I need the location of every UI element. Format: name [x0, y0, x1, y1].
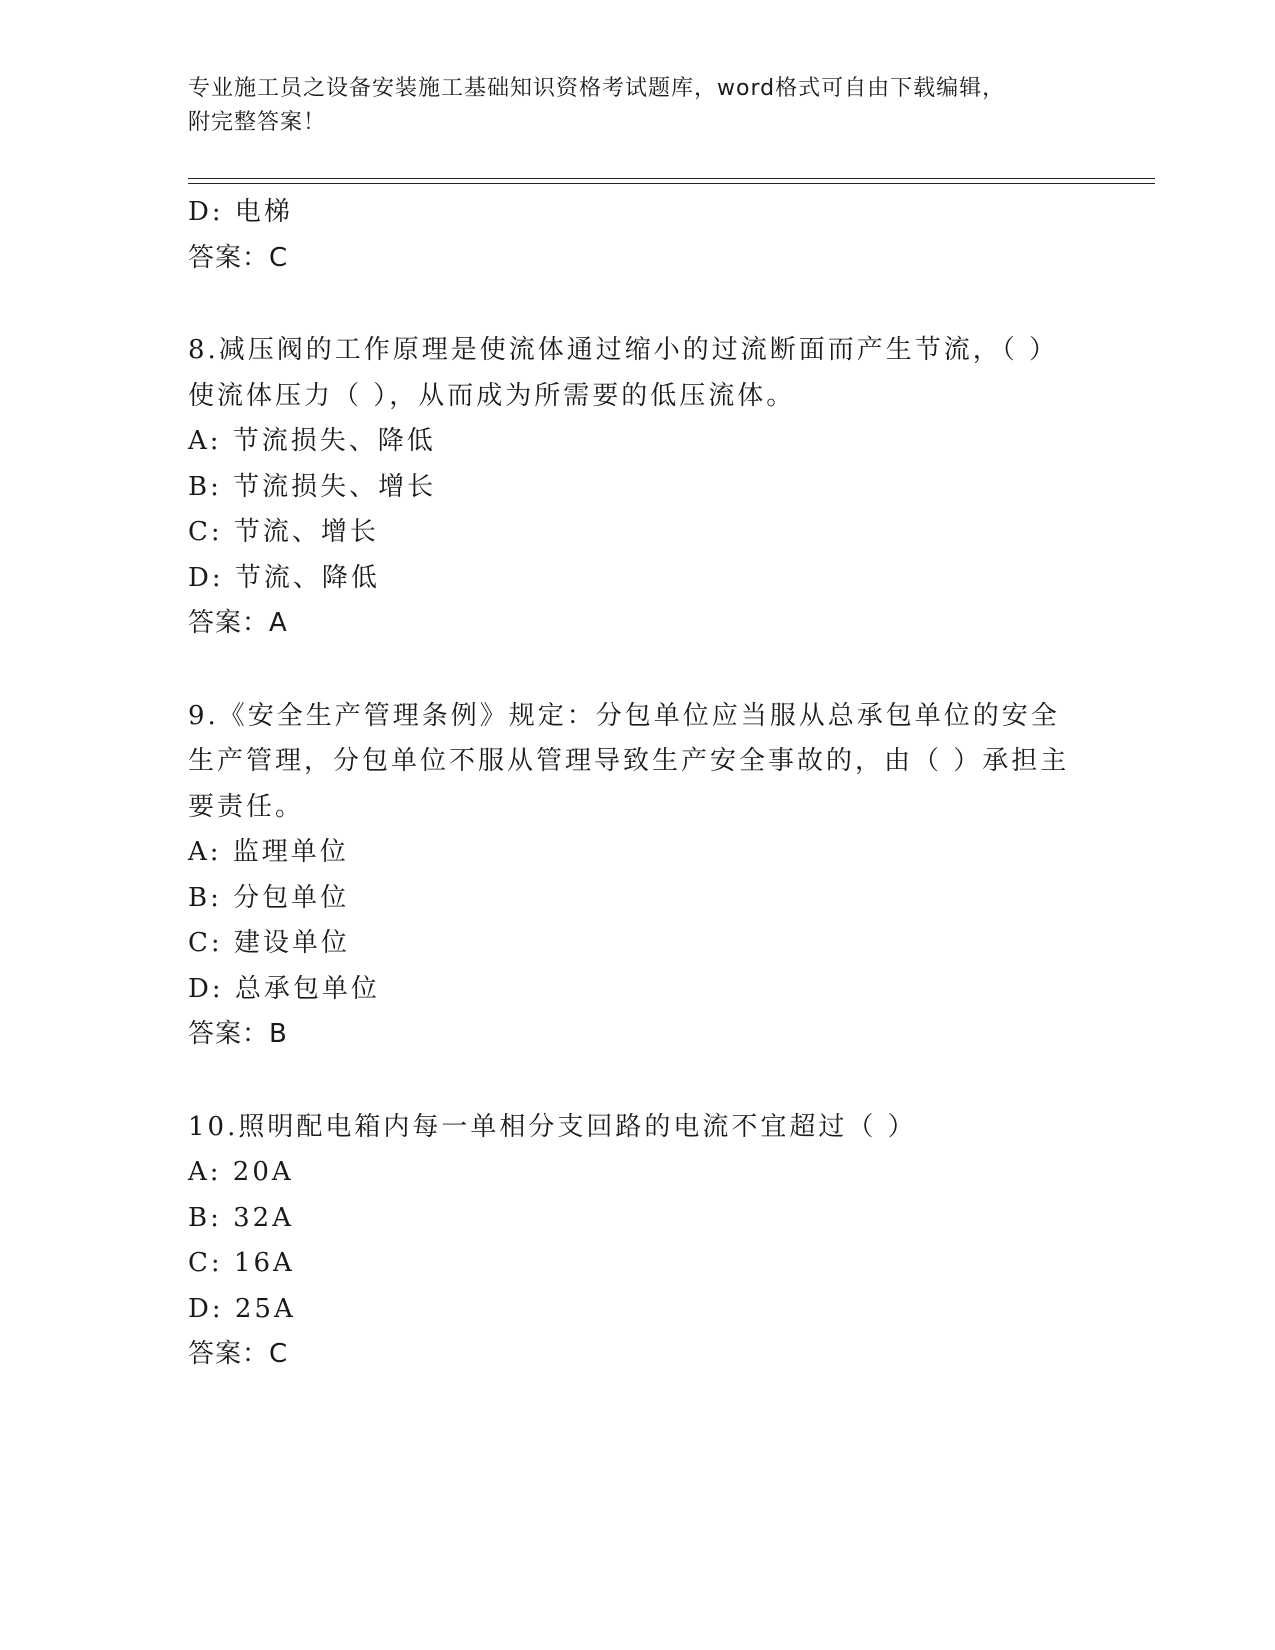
- question-8: [188, 328, 1088, 647]
- question-list: [188, 190, 1088, 1378]
- stem-line: 10.照明配电箱内每一单相分支回路的电流不宜超过（ ）: [188, 1111, 917, 1142]
- option-d: D: 25A: [188, 1293, 296, 1324]
- answer: 答案：C: [188, 242, 289, 273]
- question-stem: [188, 1105, 1088, 1151]
- answer: 答案：C: [188, 1339, 289, 1369]
- question-stem: [188, 694, 1088, 831]
- option-a: A: 监理单位: [188, 837, 349, 867]
- header-line-2: 附完整答案！: [188, 110, 327, 135]
- stem-line: 要责任。: [188, 791, 305, 822]
- spacer: [188, 1058, 1088, 1105]
- option-b: B: 分包单位: [188, 882, 350, 913]
- option-a: A: 节流损失、降低: [188, 426, 436, 456]
- option-c: C: 节流、增长: [188, 517, 379, 547]
- question-stem: [188, 328, 1088, 419]
- option-d: D: 节流、降低: [188, 562, 380, 593]
- stem-line: 9.《安全生产管理条例》规定：分包单位应当服从总承包单位的安全: [188, 700, 1060, 731]
- question-9: [188, 694, 1088, 1058]
- header-line-1: 专业施工员之设备安装施工基础知识资格考试题库，word格式可自由下载编辑，: [188, 76, 1006, 101]
- answer: 答案：A: [188, 608, 288, 638]
- option-c: C: 建设单位: [188, 928, 350, 958]
- document-header: [188, 72, 1088, 140]
- option-a: A: 20A: [188, 1157, 294, 1187]
- question-10: [188, 1105, 1088, 1378]
- spacer: [188, 281, 1088, 328]
- spacer: [188, 647, 1088, 694]
- header-divider-top: [188, 178, 1155, 179]
- option-d: D: 电梯: [188, 197, 293, 227]
- stem-line: 8.减压阀的工作原理是使流体通过缩小的过流断面而产生节流，（ ）: [188, 335, 1059, 365]
- stem-line: 生产管理，分包单位不服从管理导致生产安全事故的，由（ ）承担主: [188, 746, 1070, 776]
- option-d: D: 总承包单位: [188, 973, 380, 1004]
- stem-line: 使流体压力（ ），从而成为所需要的低压流体。: [188, 380, 796, 411]
- option-b: B: 节流损失、增长: [188, 471, 437, 502]
- option-b: B: 32A: [188, 1202, 294, 1233]
- answer: 答案：B: [188, 1019, 288, 1049]
- header-divider-bottom: [188, 183, 1155, 184]
- previous-question-tail: [188, 190, 1088, 281]
- option-c: C: 16A: [188, 1248, 295, 1278]
